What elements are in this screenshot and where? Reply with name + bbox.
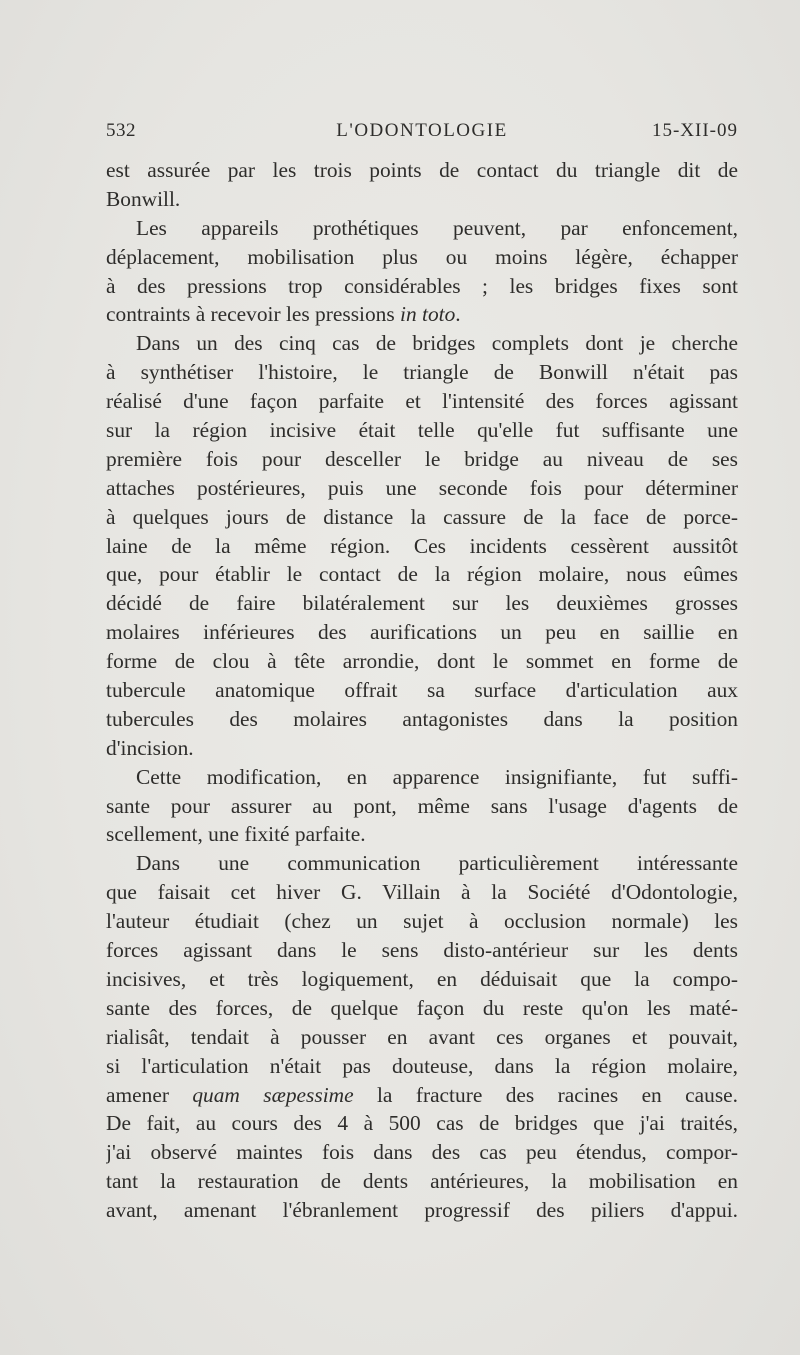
text-line: [106, 1081, 738, 1110]
text-line: première fois pour desceller le bridge au niveau de ses: [106, 446, 738, 471]
text-line: molaires inférieures des aurifications un peu en saillie en: [106, 620, 738, 645]
text-line: déplacement, mobilisation plus ou moins légère, échapper: [106, 244, 738, 269]
text-line: forme de clou à tête arrondie, dont le sommet en forme de: [106, 649, 738, 674]
text-line: réalisé d'une façon parfaite et l'intensité des forces agissant: [106, 389, 738, 414]
text-line: laine de la même région. Ces incidents cessèrent aussitôt: [106, 533, 738, 558]
text-segment: .: [455, 302, 461, 327]
text-line: est assurée par les trois points de contact du triangle dit de: [106, 158, 738, 182]
text-line: attaches postérieures, puis une seconde fois pour déterminer: [106, 475, 738, 500]
text-line: Cette modification, en apparence insignifiante, fut suffi-: [136, 764, 738, 789]
text-line: à des pressions trop considérables ; les bridges fixes sont: [106, 273, 738, 298]
text-line: [106, 300, 738, 329]
italic-phrase: quam sæpessime: [192, 1082, 354, 1107]
text-line: sante pour assurer au pont, même sans l'usage d'agents de: [106, 793, 738, 818]
text-line: tubercule anatomique offrait sa surface d'articulation aux: [106, 678, 738, 703]
text-segment: amener: [106, 1082, 193, 1107]
text-segment: contraints à recevoir les pressions: [106, 302, 401, 327]
text-line: Dans une communication particulièrement intéressante: [136, 851, 738, 876]
text-line: scellement, une fixité parfaite.: [106, 822, 366, 847]
running-title: L'ODONTOLOGIE: [336, 120, 508, 141]
text-line: tant la restauration de dents antérieures, la mobilisation en: [106, 1169, 738, 1194]
text-line: sante des forces, de quelque façon du reste qu'on les maté-: [106, 995, 738, 1020]
text-line: j'ai observé maintes fois dans des cas peu étendus, compor-: [106, 1140, 738, 1165]
text-line: l'auteur étudiait (chez un sujet à occlusion normale) les: [106, 909, 738, 934]
text-line: Bonwill.: [106, 186, 181, 211]
text-line: incisives, et très logiquement, en déduisait que la compo-: [106, 966, 738, 991]
text-line: si l'articulation n'était pas douteuse, dans la région molaire,: [106, 1053, 738, 1078]
text-line: que, pour établir le contact de la région molaire, nous eûmes: [106, 562, 738, 587]
text-line: d'incision.: [106, 735, 194, 760]
text-line: tubercules des molaires antagonistes dans la position: [106, 706, 738, 731]
text-line: décidé de faire bilatéralement sur les deuxièmes grosses: [106, 591, 738, 616]
italic-phrase: in toto: [400, 302, 456, 327]
text-line: que faisait cet hiver G. Villain à la Société d'Odontologie,: [106, 880, 738, 905]
running-header: [106, 120, 738, 150]
body-text: [106, 156, 738, 1225]
text-line: forces agissant dans le sens disto-antérieur sur les dents: [106, 938, 738, 963]
text-line: avant, amenant l'ébranlement progressif des piliers d'appui.: [106, 1198, 738, 1223]
text-line: à synthétiser l'histoire, le triangle de Bonwill n'était pas: [106, 360, 738, 385]
text-line: De fait, au cours des 4 à 500 cas de bridges que j'ai traités,: [106, 1111, 738, 1136]
text-line: à quelques jours de distance la cassure de la face de porce-: [106, 504, 738, 529]
text-line: Dans un des cinq cas de bridges complets dont je cherche: [136, 331, 738, 356]
issue-date: 15-XII-09: [651, 120, 738, 141]
page-number: 532: [106, 120, 136, 141]
text-line: sur la région incisive était telle qu'elle fut suffisante une: [106, 418, 738, 443]
text-line: rialisât, tendait à pousser en avant ces organes et pouvait,: [106, 1024, 738, 1049]
text-line: Les appareils prothétiques peuvent, par enfoncement,: [136, 215, 738, 240]
text-segment: la fracture des racines en cause.: [353, 1082, 738, 1107]
